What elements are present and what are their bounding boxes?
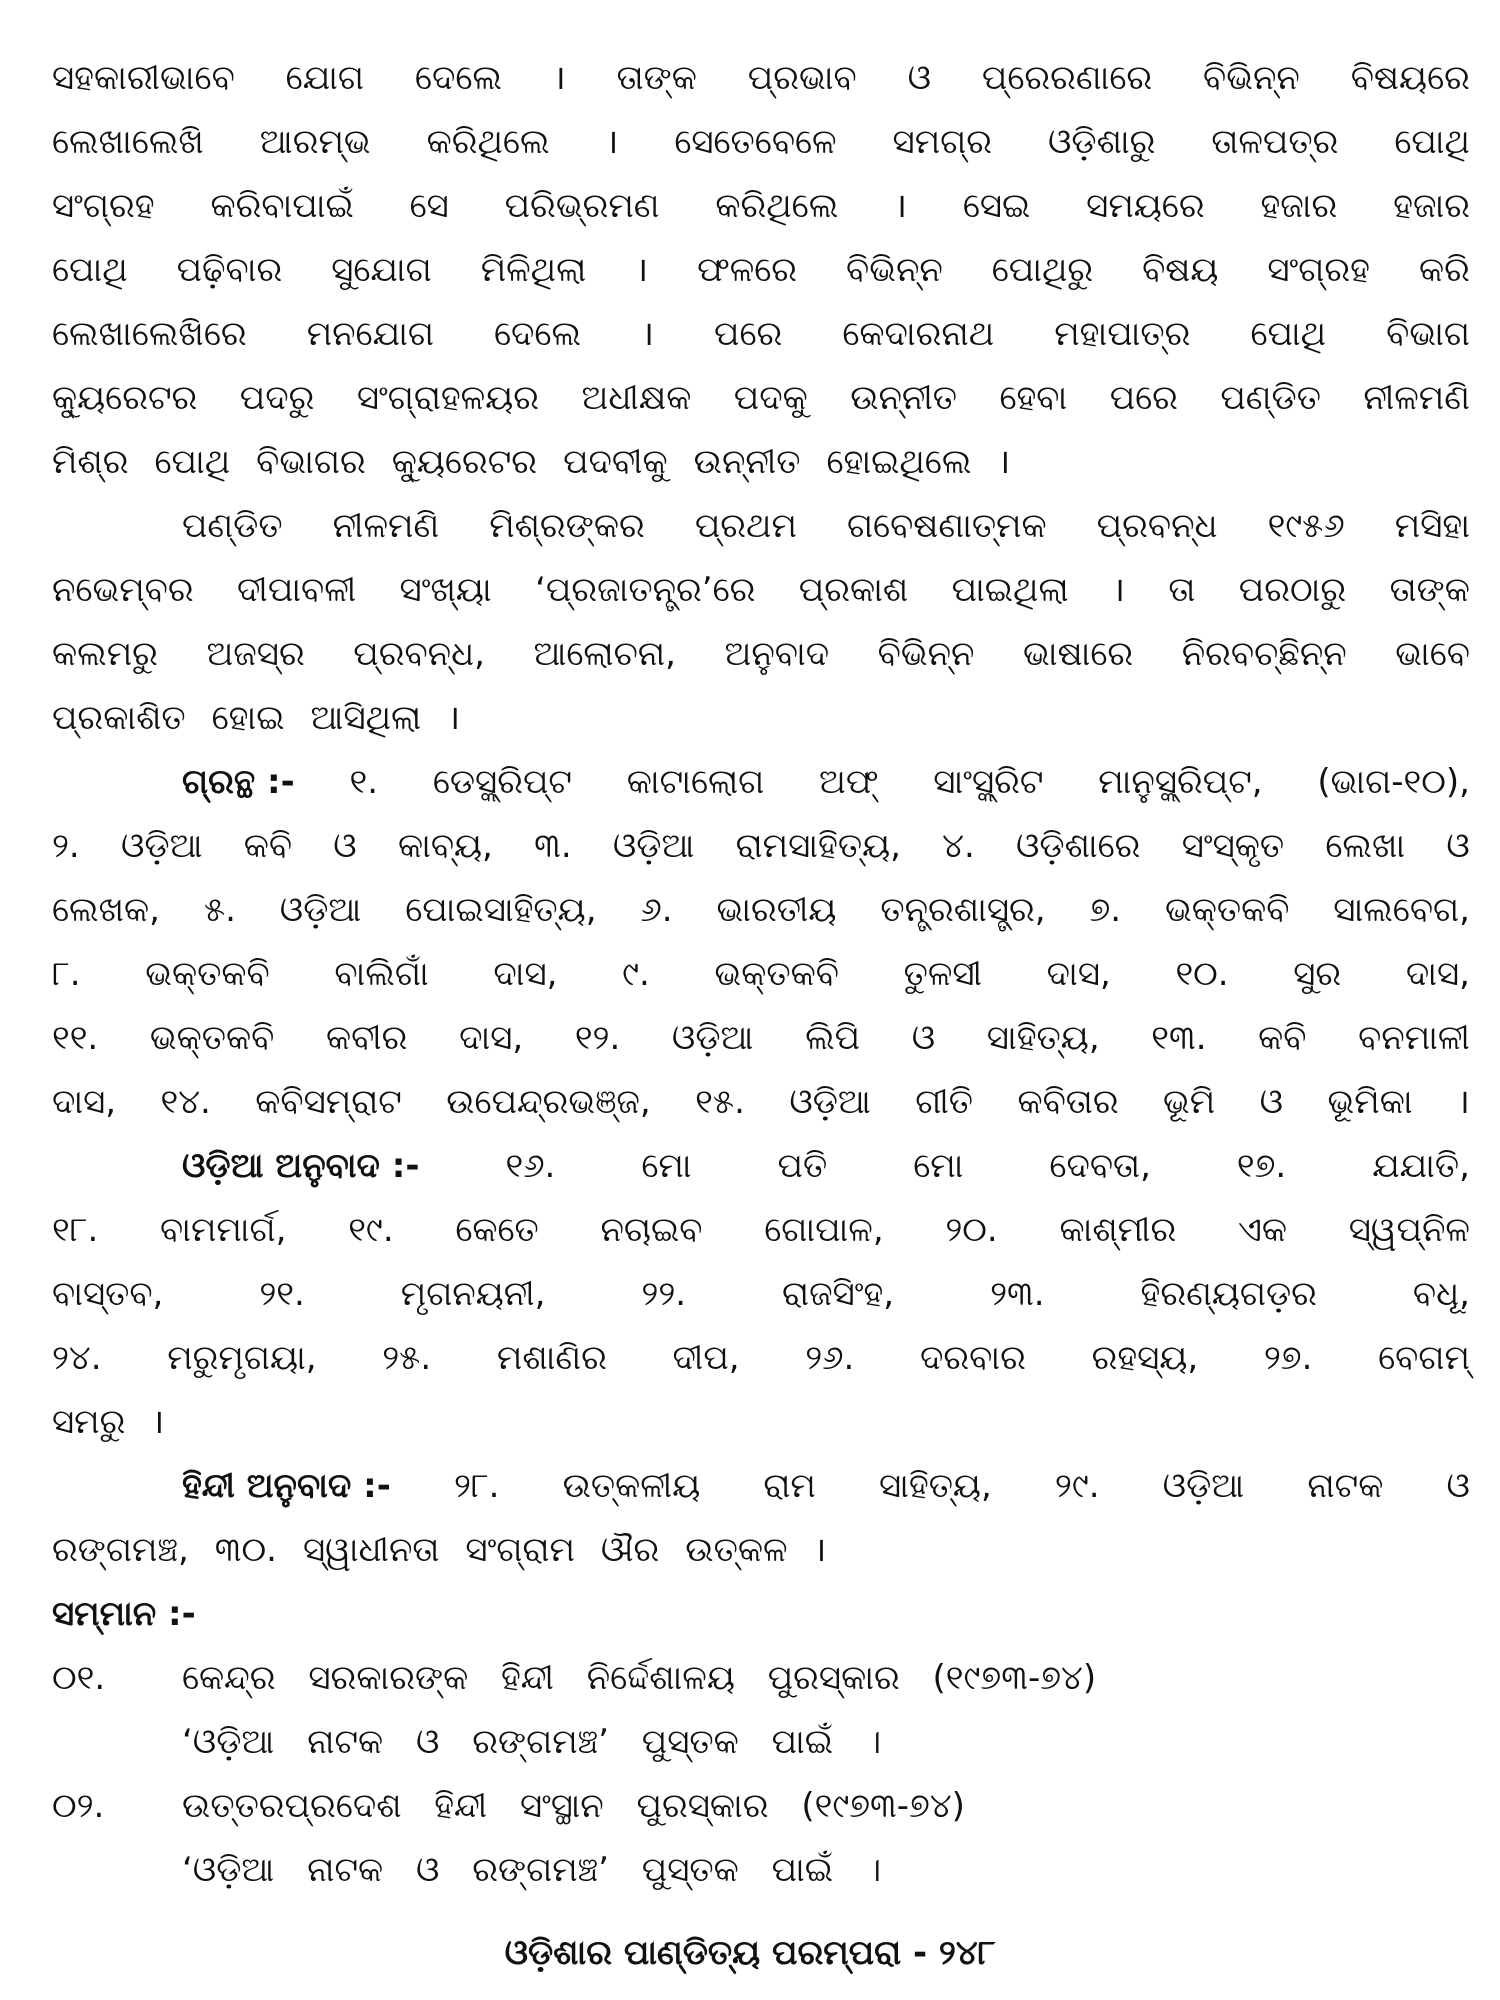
text-line: ପୋଥି ପଢ଼ିବାର ସୁଯୋଗ ମିଳିଥିଲା । ଫଳରେ ବିଭିନ୍ନ ପୋଥିରୁ ବିଷୟ ସଂଗ୍ରହ କରି [52,250,1470,290]
text-line: ସଂଗ୍ରହ କରିବାପାଇଁ ସେ ପରିଭ୍ରମଣ କରିଥିଲେ । ସେଇ ସମୟରେ ହଜାର ହଜାର [52,186,1470,226]
honour-item-2 [52,1774,1470,1838]
text-line: ଲେଖକ, ୫. ଓଡ଼ିଆ ପୋଇସାହିତ୍ୟ, ୬. ଭାରତୀୟ ତନ୍ତ୍ରଶାସ୍ତ୍ର, ୭. ଭକ୍ତକବି ସାଲବେଗ, [52,890,1470,930]
text-line: କ୍ୟୁରେଟର ପଦରୁ ସଂଗ୍ରାହଳୟର ଅଧୀକ୍ଷକ ପଦକୁ ଉନ୍ନୀତ ହେବା ପରେ ପଣ୍ଡିତ ନୀଳମଣି [52,378,1470,418]
honour-item-1 [52,1646,1470,1710]
text-line: ୧୧. ଭକ୍ତକବି କବୀର ଦାସ, ୧୨. ଓଡ଼ିଆ ଲିପି ଓ ସାହିତ୍ୟ, ୧୩. କବି ବନମାଳୀ [52,1018,1470,1058]
text-line: ୮. ଭକ୍ତକବି ବାଲିଗାଁ ଦାସ, ୯. ଭକ୍ତକବି ତୁଳସୀ ଦାସ, ୧୦. ସୁର ଦାସ, [52,954,1470,994]
text-line: ଲେଖାଲେଖି ଆରମ୍ଭ କରିଥିଲେ । ସେତେବେଳେ ସମଗ୍ର ଓଡ଼ିଶାରୁ ତାଳପତ୍ର ପୋଥି [52,122,1470,162]
section-heading: ଓଡ଼ିଆ ଅନୁବାଦ :- [182,1146,420,1186]
honour-subtitle: ‘ଓଡ଼ିଆ ନାଟକ ଓ ରଙ୍ଗମଞ୍ଚ’ ପୁସ୍ତକ ପାଇଁ । [182,1722,882,1762]
text-line: ବାସ୍ତବ, ୨୧. ମୃଗନୟନୀ, ୨୨. ରାଜସିଂହ, ୨୩. ହିରଣ୍ୟଗଡ଼ର ବଧୂ, [52,1274,1470,1314]
honours-section [52,1582,1470,1902]
text-line: ସମରୁ । [52,1402,165,1442]
text-line: ଦାସ, ୧୪. କବିସମ୍ରାଟ ଉପେନ୍ଦ୍ରଭଞ୍ଜ, ୧୫. ଓଡ଼ିଆ ଗୀତି କବିତାର ଭୂମି ଓ ଭୂମିକା । [52,1082,1470,1122]
text-line: ୨୪. ମରୁମୃଗୟା, ୨୫. ମଶାଣିର ଦୀପ, ୨୬. ଦରବାର ରହସ୍ୟ, ୨୭. ବେଗମ୍ [52,1338,1470,1378]
odia-translations-section [52,1134,1470,1454]
text-line: ୨. ଓଡ଼ିଆ କବି ଓ କାବ୍ୟ, ୩. ଓଡ଼ିଆ ରାମସାହିତ୍ୟ, ୪. ଓଡ଼ିଶାରେ ସଂସ୍କୃତ ଲେଖା ଓ [52,826,1470,866]
honour-title: କେନ୍ଦ୍ର ସରକାରଙ୍କ ହିନ୍ଦୀ ନିର୍ଦ୍ଦେଶାଳୟ ପୁରସ୍କାର (୧୯୭୩-୭୪) [182,1658,1097,1698]
section-heading: ଗ୍ରନ୍ଥ :- [182,762,295,802]
text-line: ହିନ୍ଦୀ ଅନୁବାଦ :- ୨୮. ଉତ୍କଳୀୟ ରାମ ସାହିତ୍ୟ, ୨୯. ଓଡ଼ିଆ ନାଟକ ଓ [52,1454,1470,1518]
text-line: ମିଶ୍ର ପୋଥି ବିଭାଗର କ୍ୟୁରେଟର ପଦବୀକୁ ଉନ୍ନୀତ ହୋଇଥିଲେ । [52,442,1011,482]
honour-number: ୦୧. [52,1658,106,1698]
hindi-translations-section [52,1454,1470,1582]
text-line: ସହକାରୀଭାବେ ଯୋଗ ଦେଲେ । ତାଙ୍କ ପ୍ରଭାବ ଓ ପ୍ରେରଣାରେ ବିଭିନ୍ନ ବିଷୟରେ [52,58,1470,98]
text-line: କଲମରୁ ଅଜସ୍ର ପ୍ରବନ୍ଧ, ଆଲୋଚନା, ଅନୁବାଦ ବିଭିନ୍ନ ଭାଷାରେ ନିରବଚ୍ଛିନ୍ନ ଭାବେ [52,634,1470,674]
paragraph-career [52,46,1470,494]
text-line: ପଣ୍ଡିତ ନୀଳମଣି ମିଶ୍ରଙ୍କର ପ୍ରଥମ ଗବେଷଣାତ୍ମକ ପ୍ରବନ୍ଧ ୧୯୫୬ ମସିହା [182,506,1470,546]
text-line: ରଙ୍ଗମଞ୍ଚ, ୩୦. ସ୍ୱାଧୀନତା ସଂଗ୍ରାମ ଔର ଉତ୍କଳ । [52,1530,827,1570]
text-line: ଓଡ଼ିଆ ଅନୁବାଦ :- ୧୬. ମୋ ପତି ମୋ ଦେବତା, ୧୭. ଯଯାତି, [52,1134,1470,1198]
text-line: ଗ୍ରନ୍ଥ :- ୧. ଡେସ୍କ୍ରିପ୍ଟ କାଟାଲୋଗ ଅଫ୍ ସାଂସ୍କ୍ରିଟ ମାନୁସ୍କ୍ରିପ୍ଟ, (ଭାଗ-୧୦), [52,750,1470,814]
text-line: ପ୍ରକାଶିତ ହୋଇ ଆସିଥିଲା । [52,698,461,738]
section-heading: ହିନ୍ଦୀ ଅନୁବାଦ :- [182,1466,391,1506]
text-line: ଲେଖାଲେଖିରେ ମନଯୋଗ ଦେଲେ । ପରେ କେଦାରନାଥ ମହାପାତ୍ର ପୋଥି ବିଭାଗ [52,314,1470,354]
text-line: ନଭେମ୍ବର ଦୀପାବଳୀ ସଂଖ୍ୟା ‘ପ୍ରଜାତନ୍ତ୍ର’ରେ ପ୍ରକାଶ ପାଇଥିଲା । ତା ପରଠାରୁ ତାଙ୍କ [52,570,1470,610]
honours-heading: ସମ୍ମାନ :- [52,1594,196,1634]
honour-subtitle: ‘ଓଡ଼ିଆ ନାଟକ ଓ ରଙ୍ଗମଞ୍ଚ’ ପୁସ୍ତକ ପାଇଁ । [182,1850,882,1890]
text-line: ୧୮. ବାମମାର୍ଗ, ୧୯. କେତେ ନଚାଇବ ଗୋପାଳ, ୨୦. କାଶ୍ମୀର ଏକ ସ୍ୱପ୍ନିଳ [52,1210,1470,1250]
honour-title: ଉତ୍ତରପ୍ରଦେଶ ହିନ୍ଦୀ ସଂସ୍ଥାନ ପୁରସ୍କାର (୧୯୭୩-୭୪) [182,1786,965,1826]
honour-number: ୦୨. [52,1786,105,1826]
page-footer: ଓଡ଼ିଶାର ପାଣ୍ଡିତ୍ୟ ପରମ୍ପରା - ୨୪୮ [504,1933,996,1973]
paragraph-first-essay [52,494,1470,750]
works-section [52,750,1470,1134]
